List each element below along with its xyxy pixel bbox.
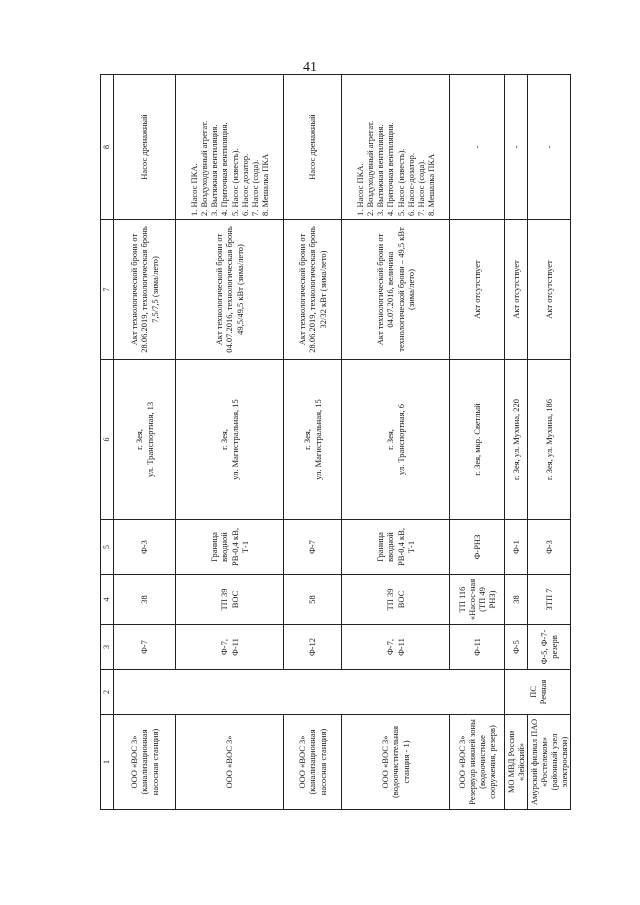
line-cell: Ф-РНЗ: [450, 520, 505, 575]
line-cell: Граница вводной РВ-0,4 кВ, Т-1: [342, 520, 450, 575]
equipment-cell: Насос дренажный: [284, 75, 342, 220]
consumer-cell: Амурский филиал ПАО «Ростелеком» (районный узел электросвязи): [528, 715, 571, 810]
tp-cell: 38: [505, 575, 528, 625]
feeder-cell: Ф-7, Ф-11: [342, 625, 450, 670]
address-cell: г. Зея, ул. Магистральная, 15: [284, 360, 342, 520]
line-cell: Граница вводной РВ-0,4 кВ, Т-1: [176, 520, 284, 575]
feeder-cell: Ф-7, Ф-11: [176, 625, 284, 670]
header-cell: 6: [101, 360, 114, 520]
address-cell: г. Зея, ул. Транспортная, 13: [114, 360, 176, 520]
substation-cell: [114, 670, 505, 715]
act-cell: Акт технологической брони от 04.07.2016, технологическая бронь 49,5/49,5 кВт (зима/лето): [176, 220, 284, 360]
tp-cell: 58: [284, 575, 342, 625]
feeder-cell: Ф-12: [284, 625, 342, 670]
line-cell: Ф-7: [284, 520, 342, 575]
header-cell: 8: [101, 75, 114, 220]
consumer-cell: ООО «ВОС 3»: [176, 715, 284, 810]
equipment-cell: -: [528, 75, 571, 220]
substation-cell: ПС Речная: [505, 670, 571, 715]
consumer-cell: ООО «ВОС 3» (канализационная насосная станция): [284, 715, 342, 810]
header-cell: 3: [101, 625, 114, 670]
act-cell: Акт технологической брони от 28.06.2019, технологическая бронь 7,5/7,5 (зима/лето): [114, 220, 176, 360]
header-cell: 4: [101, 575, 114, 625]
tp-cell: ЗТП 7: [528, 575, 571, 625]
act-cell: Акт отсутствует: [450, 220, 505, 360]
line-cell: Ф-3: [528, 520, 571, 575]
feeder-cell: Ф-11: [450, 625, 505, 670]
address-cell: г. Зея, ул. Транспортная, 6: [342, 360, 450, 520]
header-cell: 7: [101, 220, 114, 360]
address-cell: г. Зея, ул. Магистральная, 15: [176, 360, 284, 520]
tp-cell: ТП 39 ВОС: [342, 575, 450, 625]
feeder-cell: Ф-5, Ф-7-резерв: [528, 625, 571, 670]
tp-cell: 38: [114, 575, 176, 625]
tp-cell: ТП 116 «Насос-ная (ТП 49 РНЗ): [450, 575, 505, 625]
act-cell: Акт отсутствует: [528, 220, 571, 360]
header-row: [101, 75, 114, 810]
consumer-cell: ООО «ВОС 3» Резервуар нижней зоны (водоочистные сооружения, резерв): [450, 715, 505, 810]
consumer-cell: МО МВД России «Зейский»: [505, 715, 528, 810]
consumer-cell: ООО «ВОС 3» (канализационная насосная станция): [114, 715, 176, 810]
rotated-table-container: [100, 75, 570, 810]
header-cell: 2: [101, 670, 114, 715]
feeder-cell: Ф-5: [505, 625, 528, 670]
line-cell: Ф-1: [505, 520, 528, 575]
feeder-cell: Ф-7: [114, 625, 176, 670]
facilities-table: [100, 74, 571, 810]
table-row: [114, 75, 176, 810]
equipment-cell: -: [505, 75, 528, 220]
equipment-cell: Насос дренажный: [114, 75, 176, 220]
equipment-cell: -: [450, 75, 505, 220]
address-cell: г. Зея, ул. Мухина, 186: [528, 360, 571, 520]
address-cell: г. Зея, мкр. Светлый: [450, 360, 505, 520]
act-cell: Акт отсутствует: [505, 220, 528, 360]
page-number: 41: [303, 60, 317, 75]
line-cell: Ф-3: [114, 520, 176, 575]
equipment-cell: 1. Насос ПКА. 2. Воздуходувный агрегат. 3. Вытяжная вентиляция. 4. Приточная вентиляция. 5. Насос (известь). 6. Насос-дозатор. 7. Насос (сода). 8. Мешалка ПКА: [342, 75, 450, 220]
act-cell: Акт технологической брони от 04.07.2016, величина технологической брони – 49,5 кВт (зима/лето): [342, 220, 450, 360]
consumer-cell: ООО «ВОС 3» (водоочистительная станция - 1): [342, 715, 450, 810]
header-cell: 1: [101, 715, 114, 810]
equipment-cell: 1. Насос ПКА. 2. Воздуходувный агрегат. 3. Вытяжная вентиляция. 4. Приточная вентиляция. 5. Насос (известь). 6. Насос дозатор. 7. Насос (сода). 8. Мешалка ПКА: [176, 75, 284, 220]
act-cell: Акт технологической брони от 28.06.2019, технологическая бронь 32/32 кВт (зима/лето): [284, 220, 342, 360]
table-row: [505, 75, 528, 810]
header-cell: 5: [101, 520, 114, 575]
address-cell: г. Зея, ул. Мухина, 220: [505, 360, 528, 520]
tp-cell: ТП 39 ВОС: [176, 575, 284, 625]
